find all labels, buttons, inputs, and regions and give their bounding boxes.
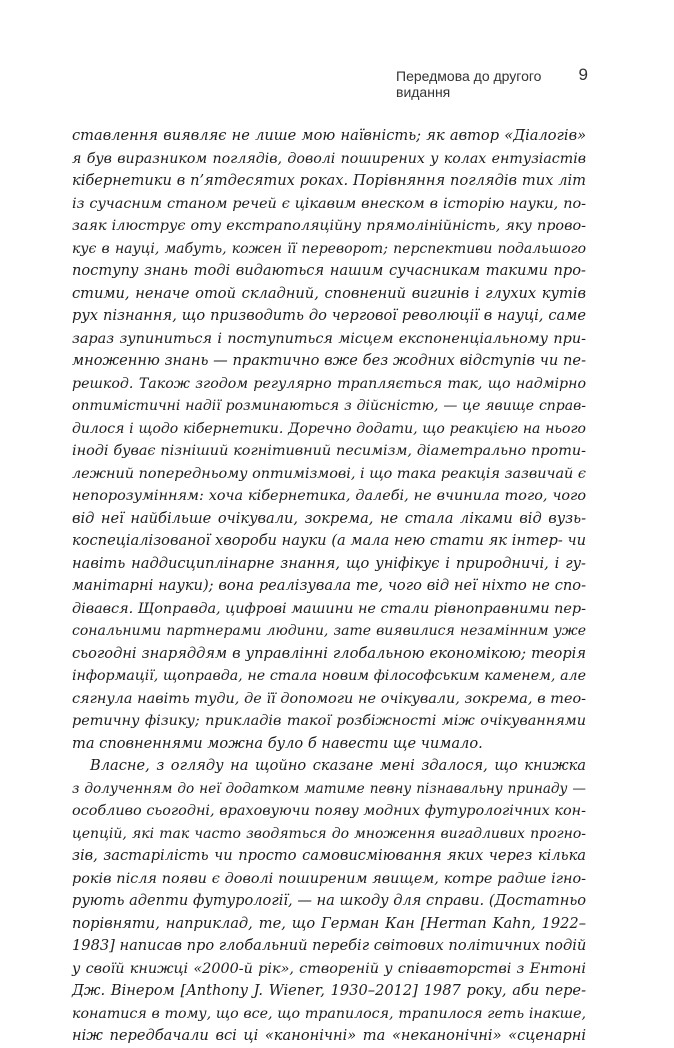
text-line: дилося і щодо кібернетики. Доречно додати, що реакцією на нього [72,420,586,437]
text-line: Власне, з огляду на щойно сказане мені здалося, що книжка [90,757,586,774]
text-line: поступу знань тоді видаються нашим сучасникам такими про- [72,262,586,279]
text-line: порівняти, наприклад, те, що Герман Кан [Herman Kahn, 1922– [72,914,586,932]
running-head [396,64,596,100]
text-line: особливо сьогодні, враховуючи появу модних футурологічних кон- [72,803,586,819]
text-line: Дж. Вінером [Anthony J. Wiener, 1930–2012] 1987 року, аби пере- [72,982,586,999]
text-line: стими, неначе отой складний, сповнений вигинів і глухих кутів [72,284,586,302]
text-line: з долученням до неї додатком матиме певну пізнавальну принаду — [72,780,586,797]
text-line: кує в науці, мабуть, кожен її переворот; перспективи подальшого [72,240,586,257]
text-line: у своїй книжці «2000-й рік», створеній у співавторстві з Ентоні [72,960,586,977]
text-line: із сучасним станом речей є цікавим внеском в історію науки, по- [72,195,586,212]
text-line: сьогодні знаряддям в управлінні глобальною економікою; теорія [72,644,586,662]
text-line: оптимістичні надії розминаються з дійсністю, — це явище справ- [72,398,586,414]
text-line: ретичну фізику; прикладів такої розбіжності між очікуваннями [72,713,586,729]
text-line: ніж передбачали всі ці «канонічні» та «неканонічні» «сценарні [72,1027,586,1044]
text-line: я був виразником поглядів, доволі поширених у колах ентузіастів [72,150,586,167]
text-line: інформації, щоправда, не стала новим філософським каменем, але [72,668,586,684]
text-line: непорозумінням: хоча кібернетика, далебі, не вчинила того, чого [72,488,586,504]
text-line: рують адепти футурології, — на шкоду для справи. (Достатньо [72,892,587,909]
text-line: сональними партнерами людини, зате виявилися незамінним уже [72,623,586,639]
text-line: манітарні науки); вона реалізувала те, чого від неї ніхто не спо- [72,577,586,594]
text-line: цепцій, які так часто зводяться до множення вигадливих прогно- [72,825,586,842]
paragraph-2 [72,755,586,1048]
text-line: ставлення виявляє не лише мою наївність; як автор «Діалогів» [72,127,586,144]
text-line: решкод. Також згодом регулярно трапляється так, що надмірно [72,375,586,392]
text-line: коспеціалізованої хвороби науки (а мала нею стати як інтер- чи [72,532,586,549]
text-line: навіть наддисциплінарне знання, що уніфікує і природничі, і гу- [72,554,586,572]
text-line: від неї найбільше очікували, зокрема, не стала ліками від вузь- [72,509,586,527]
text-line: рух пізнання, що призводить до чергової революції в науці, саме [72,307,586,324]
text-line: зів, застарілість чи просто самовисміювання яких через кілька [72,847,586,864]
text-line: лежний попередньому оптимізмові, і що така реакція зазвичай є [72,465,586,482]
text-line: 1983] написав про глобальний перебіг світових політичних подій [72,937,587,954]
text-line: множенню знань — практично вже без жодних відступів чи пе- [72,352,586,369]
text-line: заяк ілюструє оту екстраполяційну прямолінійність, яку прово- [72,218,586,234]
body-text [72,125,586,1048]
paragraph-1 [72,125,586,755]
text-line: та сповненнями можна було б навести ще чимало. [72,734,483,752]
text-line: іноді буває пізніший когнітивний песимізм, діаметрально проти- [72,443,586,459]
chapter-title: Передмова до другого видання [396,68,542,100]
text-line: років після появи є доволі поширеним явищем, котре радше ігно- [72,870,586,887]
text-line: зараз зупиниться і поступиться місцем експоненціальному при- [72,330,586,347]
text-line: кібернетики в п’ятдесятих роках. Порівняння поглядів тих літ [72,172,586,189]
page-number: 9 [578,65,588,84]
text-line: дівався. Щоправда, цифрові машини не стали рівноправними пер- [72,600,586,617]
text-line: сягнула навіть туди, де її допомоги не очікували, зокрема, в тео- [72,690,586,707]
text-line: конатися в тому, що все, що трапилося, трапилося геть інакше, [72,1005,586,1022]
